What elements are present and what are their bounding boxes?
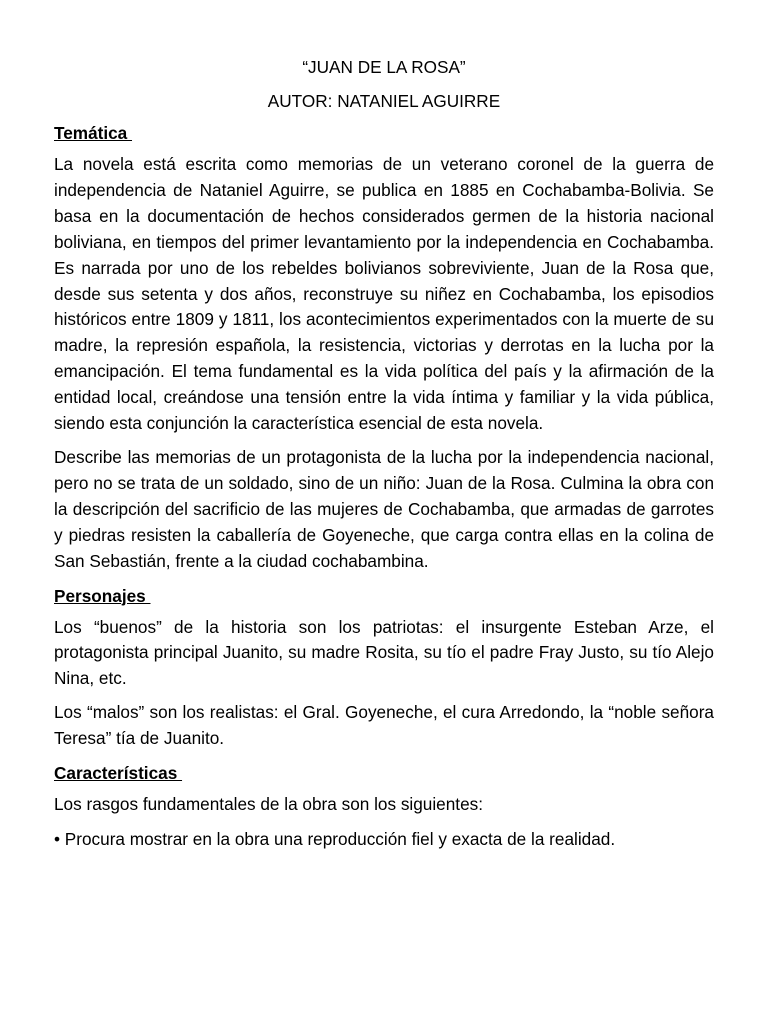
section-heading-caracteristicas: Características	[54, 763, 183, 784]
paragraph-tematica-2: Describe las memorias de un protagonista de la lucha por la independencia nacional, pero no se trata de un soldado, sino de un niño: Juan de la Rosa. Culmina la obra con la descripción del sacrificio de las mujeres de Cochabamba, que armadas de garrotes y piedras resisten la caballería de Goyeneche, que carga contra ellas en la colina de San Sebastián, frente a la ciudad cochabambina.	[54, 446, 714, 571]
paragraph-personajes-2: Los “malos” son los realistas: el Gral. Goyeneche, el cura Arredondo, la “noble señora Teresa” tía de Juanito.	[54, 702, 714, 749]
document-author: AUTOR: NATANIEL AGUIRRE	[267, 91, 501, 111]
paragraph-personajes-1: Los “buenos” de la historia son los patriotas: el insurgente Esteban Arze, el protagonista principal Juanito, su madre Rosita, su tío el padre Fray Justo, su tío Alejo Nina, etc.	[54, 616, 714, 689]
document-title: “JUAN DE LA ROSA”	[302, 57, 466, 77]
section-heading-personajes: Personajes	[54, 585, 151, 606]
paragraph-caracteristicas-intro: Los rasgos fundamentales de la obra son los siguientes:	[54, 794, 483, 815]
paragraph-tematica-1: La novela está escrita como memorias de un veterano coronel de la guerra de independencia de Nataniel Aguirre, se publica en 1885 en Cochabamba-Bolivia. Se basa en la documentación de hechos considerados germen de la historia nacional boliviana, en tiempos del primer levantamiento por la independencia en Cochabamba. Es narrada por uno de los rebeldes bolivianos sobreviviente, Juan de la Rosa que, desde sus setenta y dos años, reconstruye su niñez en Cochabamba, los episodios históricos entre 1809 y 1811, los acontecimientos experimentados con la muerte de su madre, la represión española, la resistencia, victorias y derrotas en la lucha por la emancipación. El tema fundamental es la vida política del país y la afirmación de la entidad local, creándose una tensión entre la vida íntima y familiar y la vida pública, siendo esta conjunción la característica esencial de esta novela.	[54, 154, 714, 434]
section-heading-tematica: Temática	[54, 123, 133, 143]
bullet-item: • Procura mostrar en la obra una reproducción fiel y exacta de la realidad.	[54, 828, 616, 849]
